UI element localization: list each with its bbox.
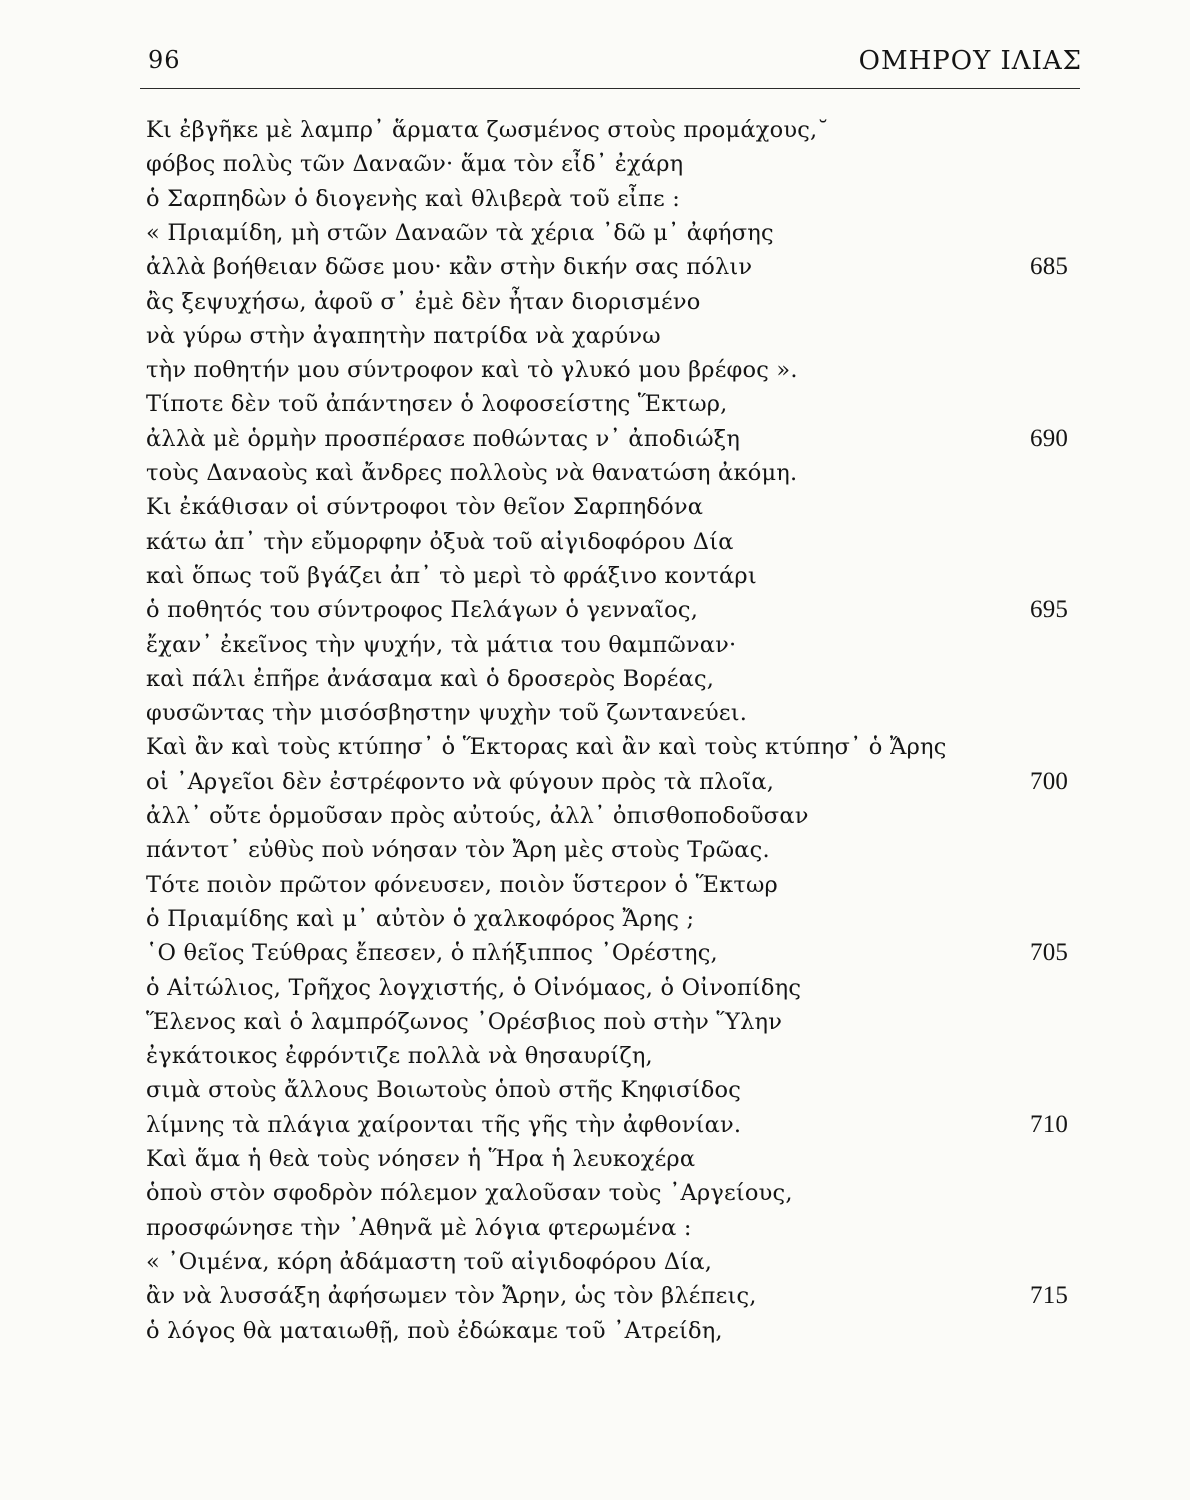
verse-line (0, 285, 1190, 319)
verse-line (0, 456, 1190, 490)
verse-text: ὁ Σαρπηδὼν ὁ διογενὴς καὶ θλιβερὰ τοῦ εἶπε : (146, 185, 681, 212)
verse-line (0, 182, 1190, 216)
verse-text: ὁποὺ στὸν σφοδρὸν πόλεμον χαλοῦσαν τοὺς ᾽Αργείους, (146, 1180, 793, 1207)
verse-text: Τίποτε δὲν τοῦ ἀπάντησεν ὁ λοφοσείστης Ἕκτωρ, (146, 391, 728, 418)
header-rule (140, 88, 1080, 89)
verse-text: « ᾽Οιμένα, κόρη ἀδάμαστη τοῦ αἰγιδοφόρου Δία, (146, 1248, 713, 1275)
verse-line (0, 833, 1190, 867)
verse-text: Τότε ποιὸν πρῶτον φόνευσεν, ποιὸν ὕστερον ὁ Ἕκτωρ (146, 871, 778, 898)
verse-text: σιμὰ στοὺς ἄλλους Βοιωτοὺς ὁποὺ στῆς Κηφισίδος (146, 1077, 741, 1104)
verse-line (0, 490, 1190, 524)
verse-text: ἀλλὰ βοήθειαν δῶσε μου· κἂν στὴν δικήν σας πόλιν (146, 254, 753, 281)
verse-text: ὁ Αἰτώλιος, Τρῆχος λογχιστής, ὁ Οἰνόμαος, ὁ Οἰνοπίδης (146, 974, 802, 1001)
verse-line (0, 319, 1190, 353)
line-number: 690 (1030, 424, 1069, 452)
verse-line (0, 250, 1190, 284)
verse-line (0, 1211, 1190, 1245)
verse-line (0, 1108, 1190, 1142)
verse-line (0, 422, 1190, 456)
verse-line (0, 730, 1190, 764)
verse-line (0, 868, 1190, 902)
verse-line (0, 1279, 1190, 1313)
verse-line (0, 696, 1190, 730)
verse-text: καὶ ὅπως τοῦ βγάζει ἀπ᾽ τὸ μερὶ τὸ φράξινο κοντάρι (146, 562, 757, 589)
verse-line (0, 799, 1190, 833)
verse-text: νὰ γύρω στὴν ἀγαπητὴν πατρίδα νὰ χαρύνω (146, 322, 661, 349)
verse-line (0, 662, 1190, 696)
verse-line (0, 1314, 1190, 1348)
verse-text: ὁ ποθητός του σύντροφος Πελάγων ὁ γενναῖος, (146, 597, 699, 624)
verse-line (0, 765, 1190, 799)
verse-text: Καὶ ἅμα ἡ θεὰ τοὺς νόησεν ἡ Ἥρα ἡ λευκοχέρα (146, 1146, 696, 1172)
line-number: 685 (1030, 253, 1069, 281)
verse-line (0, 113, 1190, 147)
line-number: 705 (1030, 939, 1069, 967)
verse-line (0, 1005, 1190, 1039)
verse-line (0, 147, 1190, 181)
verse-line (0, 1245, 1190, 1279)
verse-text: Κι ἐβγῆκε μὲ λαμπρ᾽ ἅρματα ζωσμένος στοὺς προμάχους,˘ (146, 117, 829, 143)
verse-line (0, 353, 1190, 387)
line-number: 700 (1030, 767, 1069, 795)
verse-line (0, 559, 1190, 593)
verse-line (0, 1176, 1190, 1210)
verse-text: ἂς ξεψυχήσω, ἀφοῦ σ᾽ ἐμὲ δὲν ἦταν διορισμένο (146, 288, 701, 315)
verse-text: Καὶ ἂν καὶ τοὺς κτύπησ᾽ ὁ Ἕκτορας καὶ ἂν καὶ τοὺς κτύπησ᾽ ὁ Ἄρης (146, 734, 947, 761)
verse-text: ἀλλ᾽ οὔτε ὁρμοῦσαν πρὸς αὐτούς, ἀλλ᾽ ὀπισθοποδοῦσαν (146, 803, 809, 829)
verse-text: ἂν νὰ λυσσάξη ἀφήσωμεν τὸν Ἄρην, ὡς τὸν βλέπεις, (146, 1283, 757, 1310)
verse-text: καὶ πάλι ἐπῆρε ἀνάσαμα καὶ ὁ δροσερὸς Βορέας, (146, 665, 715, 692)
running-title: ΟΜΗΡΟΥ ΙΛΙΑΣ (858, 46, 1082, 76)
verse-text: πάντοτ᾽ εὐθὺς ποὺ νόησαν τὸν Ἄρη μὲς στοὺς Τρῶας. (146, 837, 770, 864)
verse-text: οἱ ᾽Αργεῖοι δὲν ἐστρέφοντο νὰ φύγουν πρὸς τὰ πλοῖα, (146, 768, 775, 795)
verse-text: ῾Ο θεῖος Τεύθρας ἔπεσεν, ὁ πλήξιππος ᾽Ορέστης, (146, 940, 718, 967)
verse-text: ἐγκάτοικος ἐφρόντιζε πολλὰ νὰ θησαυρίζη, (146, 1043, 653, 1070)
verse-line (0, 936, 1190, 970)
verse-line (0, 902, 1190, 936)
verse-text: ἀλλὰ μὲ ὁρμὴν προσπέρασε ποθώντας ν᾽ ἀποδιώξη (146, 425, 741, 452)
verse-text: ὁ Πριαμίδης καὶ μ᾽ αὐτὸν ὁ χαλκοφόρος Ἄρης ; (146, 905, 695, 932)
verse-text: τὴν ποθητήν μου σύντροφον καὶ τὸ γλυκό μου βρέφος ». (146, 357, 798, 384)
verse-line (0, 628, 1190, 662)
verse-text: λίμνης τὰ πλάγια χαίρονται τῆς γῆς τὴν ἀφθονίαν. (146, 1111, 742, 1138)
verse-text: Ἕλενος καὶ ὁ λαμπρόζωνος ᾽Ορέσβιος ποὺ στὴν Ὕλην (146, 1008, 783, 1035)
verse-text: προσφώνησε τὴν ᾽Αθηνᾶ μὲ λόγια φτερωμένα : (146, 1214, 692, 1241)
verse-text: « Πριαμίδη, μὴ στῶν Δαναῶν τὰ χέρια ᾽δῶ μ᾽ ἀφήσης (146, 219, 774, 246)
verse-text: ἔχαν᾽ ἐκεῖνος τὴν ψυχήν, τὰ μάτια του θαμπῶναν· (146, 631, 737, 658)
verse-text: τοὺς Δαναοὺς καὶ ἄνδρες πολλοὺς νὰ θανατώση ἀκόμη. (146, 460, 798, 486)
verse-text: ὁ λόγος θὰ ματαιωθῇ, ποὺ ἐδώκαμε τοῦ ᾽Ατρείδη, (146, 1317, 723, 1344)
verse-line (0, 593, 1190, 627)
verse-line (0, 1073, 1190, 1107)
verse-text: φυσῶντας τὴν μισόσβηστην ψυχὴν τοῦ ζωντανεύει. (146, 700, 748, 727)
verse-line (0, 971, 1190, 1005)
page-number: 96 (148, 46, 181, 74)
verse-line (0, 525, 1190, 559)
verse-line (0, 1039, 1190, 1073)
verse-line (0, 216, 1190, 250)
verse-text: κάτω ἀπ᾽ τὴν εὔμορφην ὀξυὰ τοῦ αἰγιδοφόρου Δία (146, 528, 734, 555)
verse-text: Κι ἐκάθισαν οἱ σύντροφοι τὸν θεῖον Σαρπηδόνα (146, 494, 704, 521)
verse-line (0, 387, 1190, 421)
verse-line (0, 1142, 1190, 1176)
line-number: 715 (1030, 1282, 1069, 1310)
line-number: 710 (1030, 1110, 1069, 1138)
verse-text: φόβος πολὺς τῶν Δαναῶν· ἅμα τὸν εἶδ᾽ ἐχάρη (146, 151, 684, 178)
line-number: 695 (1030, 596, 1069, 624)
